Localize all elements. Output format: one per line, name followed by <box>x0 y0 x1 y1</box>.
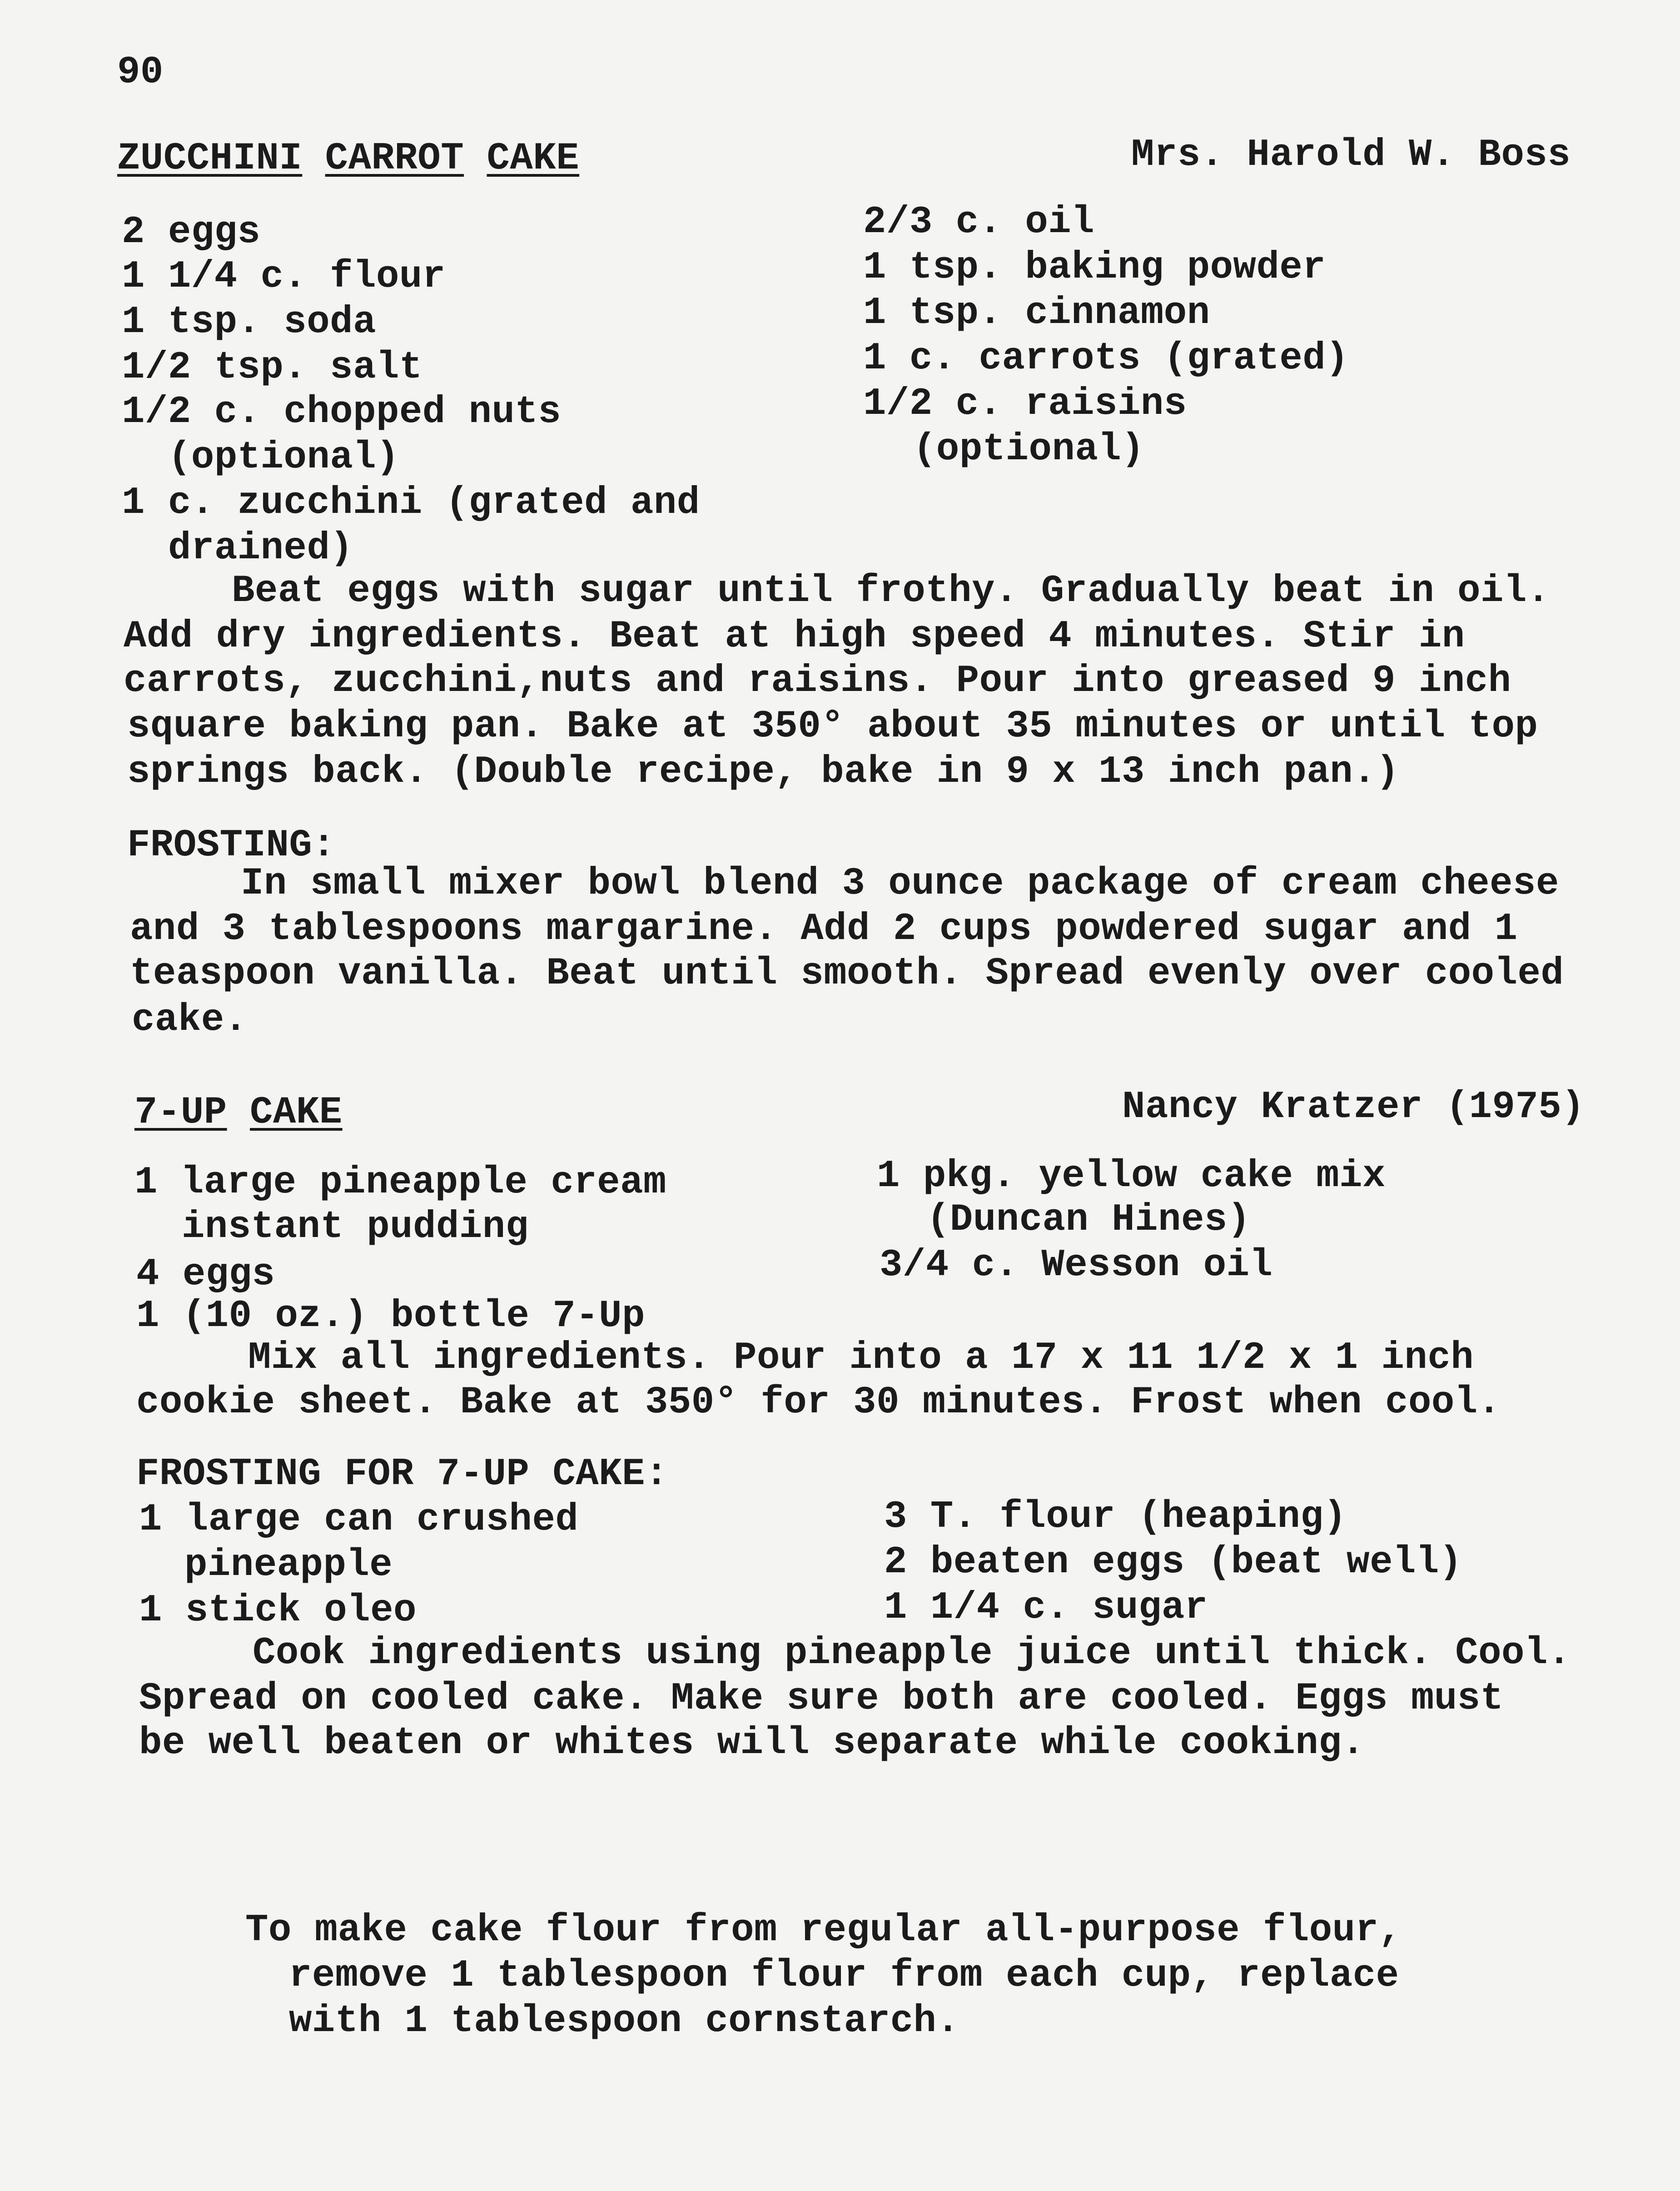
title-word: ZUCCHINI <box>117 137 303 180</box>
tip-line: remove 1 tablespoon flour from each cup, replace <box>289 1954 1399 1997</box>
directions-line: Add dry ingredients. Beat at high speed 4 minutes. Stir in <box>124 615 1465 658</box>
ingredient: (optional) <box>168 436 400 479</box>
ingredient: 1 c. carrots (grated) <box>863 337 1349 380</box>
ingredient: 1 pkg. yellow cake mix <box>877 1155 1386 1198</box>
ingredient: 1/2 tsp. salt <box>122 346 422 389</box>
title-word: CAKE <box>487 137 580 180</box>
section-heading-frosting: FROSTING: <box>127 824 336 867</box>
ingredient: 4 eggs <box>136 1253 275 1296</box>
directions-line: teaspoon vanilla. Beat until smooth. Spread evenly over cooled <box>130 952 1564 995</box>
ingredient: 1 tsp. soda <box>122 301 376 344</box>
ingredient: 2/3 c. oil <box>863 201 1095 244</box>
ingredient: 2 beaten eggs (beat well) <box>884 1541 1462 1584</box>
recipe-author: Mrs. Harold W. Boss <box>1131 134 1571 177</box>
directions-line: and 3 tablespoons margarine. Add 2 cups powdered sugar and 1 <box>130 908 1518 951</box>
directions-line: Spread on cooled cake. Make sure both are cooled. Eggs must <box>139 1677 1504 1720</box>
ingredient: 2 eggs <box>122 211 261 254</box>
ingredient: 1 (10 oz.) bottle 7-Up <box>136 1295 645 1338</box>
directions-line: Mix all ingredients. Pour into a 17 x 11 1/2 x 1 inch <box>248 1336 1474 1380</box>
directions-line: be well beaten or whites will separate while cooking. <box>139 1722 1365 1765</box>
directions-line: In small mixer bowl blend 3 ounce package of cream cheese <box>241 862 1559 905</box>
section-heading-frosting: FROSTING FOR 7-UP CAKE: <box>136 1453 668 1496</box>
directions-line: square baking pan. Bake at 350° about 35 minutes or until top <box>127 705 1538 748</box>
ingredient: 1 large can crushed <box>139 1498 579 1541</box>
ingredient: instant pudding <box>182 1206 529 1249</box>
ingredient: 1/2 c. chopped nuts <box>122 391 562 434</box>
ingredient: 1 c. zucchini (grated and <box>122 482 700 525</box>
tip-line: To make cake flour from regular all-purpose flour, <box>245 1909 1402 1952</box>
recipe-title-7up-cake <box>134 1090 343 1136</box>
ingredient: 1/2 c. raisins <box>863 383 1187 426</box>
directions-line: cookie sheet. Bake at 350° for 30 minutes. Frost when cool. <box>136 1381 1501 1424</box>
recipe-author: Nancy Kratzer (1975) <box>1122 1086 1585 1129</box>
tip-line: with 1 tablespoon cornstarch. <box>289 2000 960 2043</box>
ingredient: drained) <box>168 527 353 570</box>
ingredient: 3 T. flour (heaping) <box>884 1495 1347 1539</box>
directions-line: Beat eggs with sugar until frothy. Gradually beat in oil. <box>232 570 1550 613</box>
ingredient: 1 tsp. cinnamon <box>863 292 1210 335</box>
ingredient: 3/4 c. Wesson oil <box>880 1244 1273 1287</box>
ingredient: (optional) <box>913 428 1145 471</box>
title-word: CARROT <box>325 137 464 180</box>
ingredient: 1 large pineapple cream <box>134 1161 666 1204</box>
directions-line: carrots, zucchini,nuts and raisins. Pour into greased 9 inch <box>124 660 1511 703</box>
ingredient: (Duncan Hines) <box>927 1198 1251 1242</box>
title-word: CAKE <box>250 1091 343 1134</box>
ingredient: 1 1/4 c. flour <box>122 255 446 298</box>
ingredient: 1 stick oleo <box>139 1589 417 1632</box>
recipe-title-zucchini-carrot-cake <box>117 136 579 182</box>
page-number: 90 <box>117 51 164 94</box>
title-word: 7-UP <box>134 1091 227 1134</box>
ingredient: 1 tsp. baking powder <box>863 246 1326 289</box>
ingredient: pineapple <box>184 1544 393 1587</box>
ingredient: 1 1/4 c. sugar <box>884 1586 1208 1630</box>
directions-line: springs back. (Double recipe, bake in 9 x 13 inch pan.) <box>127 750 1399 794</box>
directions-line: cake. <box>132 999 248 1042</box>
directions-line: Cook ingredients using pineapple juice until thick. Cool. <box>253 1632 1571 1675</box>
